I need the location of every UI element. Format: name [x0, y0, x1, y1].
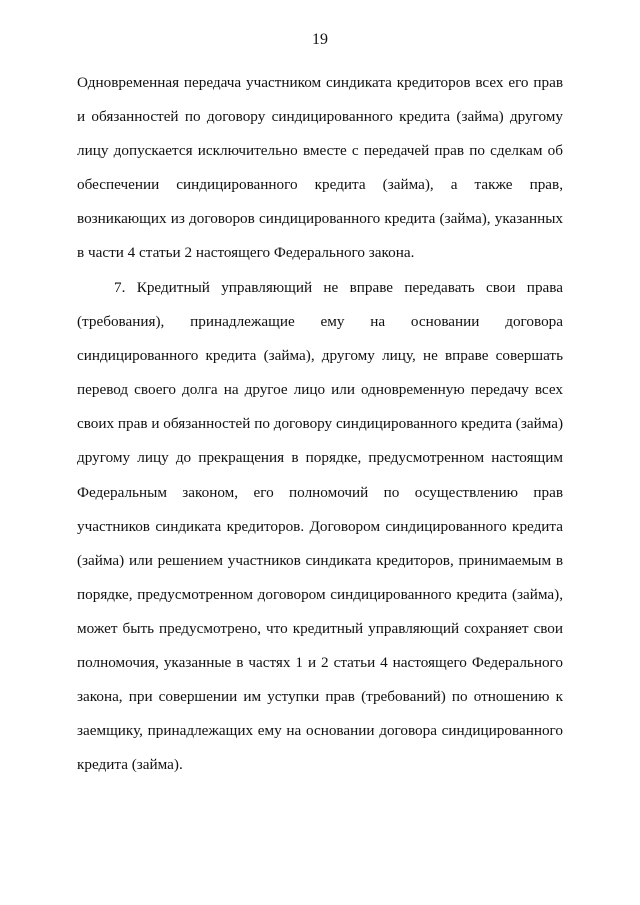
text-line: Одновременная передача участником синдиката кредиторов всех его прав [77, 74, 563, 91]
text-line: участников синдиката кредиторов. Договором синдицированного кредита [77, 517, 563, 535]
text-line: (займа) или решением участников синдиката кредиторов, принимаемым в [77, 551, 563, 569]
text-line: закона, при совершении им уступки прав (требований) по отношению к [77, 688, 563, 706]
text-line: в части 4 статьи 2 настоящего Федерального закона. [77, 244, 415, 262]
text-line: и обязанностей по договору синдицированного кредита (займа) другому [77, 108, 563, 126]
paragraph [77, 66, 563, 271]
text-line: синдицированного кредита (займа), другому лицу, не вправе совершать [77, 347, 563, 365]
text-line: обеспечении синдицированного кредита (займа), а также прав, [77, 176, 563, 194]
text-line: может быть предусмотрено, что кредитный управляющий сохраняет свои [77, 619, 563, 637]
paragraph-item-7 [77, 271, 563, 782]
text-line: другому лицу до прекращения в порядке, предусмотренном настоящим [77, 449, 563, 467]
text-line: (требования), принадлежащие ему на основании договора [77, 313, 563, 331]
text-line: возникающих из договоров синдицированного кредита (займа), указанных [77, 210, 563, 228]
text-line: заемщику, принадлежащих ему на основании договора синдицированного [77, 722, 563, 740]
text-line: перевод своего долга на другое лицо или одновременную передачу всех [77, 381, 563, 399]
text-line: полномочия, указанные в частях 1 и 2 статьи 4 настоящего Федерального [77, 654, 563, 672]
text-line: 7. Кредитный управляющий не вправе передавать свои права [114, 279, 563, 296]
text-line: Федеральным законом, его полномочий по осуществлению прав [77, 483, 563, 501]
text-line: порядке, предусмотренном договором синдицированного кредита (займа), [77, 585, 563, 603]
page-number: 19 [312, 31, 328, 48]
text-line: своих прав и обязанностей по договору синдицированного кредита (займа) [77, 415, 563, 433]
text-line: лицу допускается исключительно вместе с передачей прав по сделкам об [77, 142, 563, 160]
text-line: кредита (займа). [77, 756, 183, 774]
